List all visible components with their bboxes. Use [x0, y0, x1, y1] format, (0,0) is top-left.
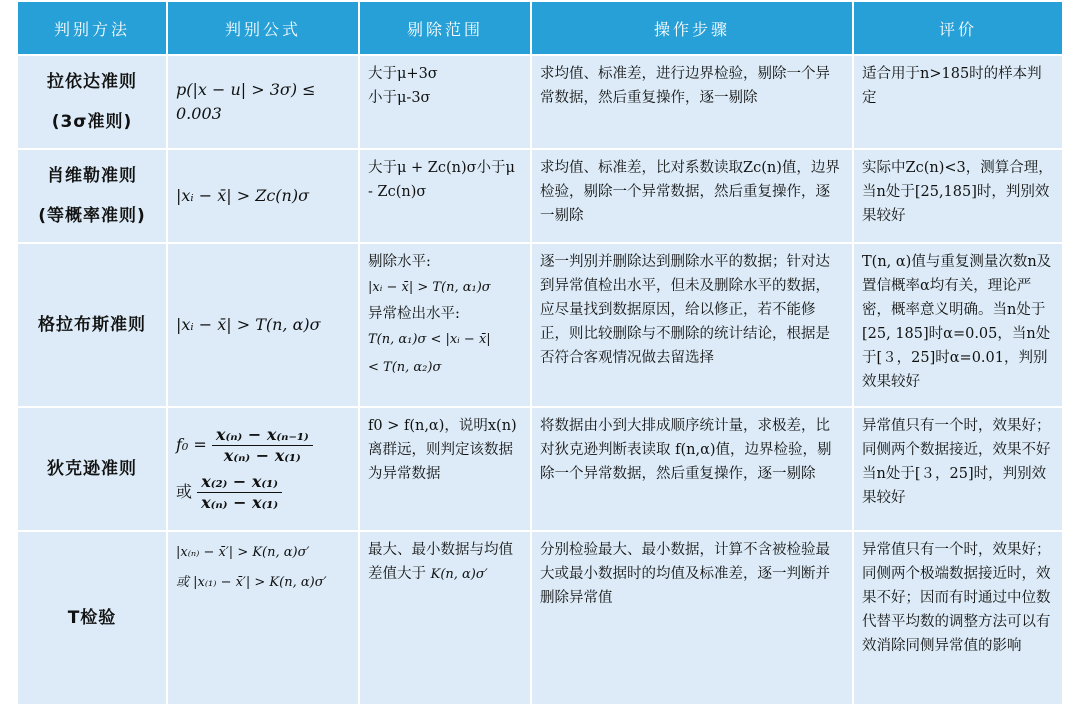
- steps-cell: [532, 150, 852, 242]
- formula: |xᵢ − x̄| > Zc(n)σ: [176, 186, 309, 205]
- steps-text: 分别检验最大、最小数据，计算不含被检验最大或最小数据时的均值及标准差，逐一判断并删除异常值: [540, 542, 830, 606]
- evaluation-cell: [854, 532, 1062, 704]
- header-formula: 判别公式: [168, 2, 358, 54]
- formula-ratio-1: [176, 425, 350, 466]
- formula-or: 或: [176, 482, 193, 501]
- method-name: 格拉布斯准则: [38, 315, 146, 335]
- range-text: 大于μ + Zc(n)σ小于μ - Zc(n)σ: [368, 160, 515, 200]
- evaluation-cell: [854, 408, 1062, 530]
- evaluation-cell: [854, 244, 1062, 406]
- steps-text: 将数据由小到大排成顺序统计量，求极差，比对狄克逊判断表读取 f(n,α)值，边界检验，剔除一个异常数据，然后重复操作，逐一剔除: [540, 418, 832, 482]
- evaluation-text: 异常值只有一个时，效果好；同侧两个数据接近，效果不好 当n处于[３，25]时，判别效果较好: [862, 418, 1051, 506]
- evaluation-cell: [854, 150, 1062, 242]
- range-cell: [360, 408, 530, 530]
- formula: |xᵢ − x̄| > T(n, α)σ: [176, 315, 321, 334]
- formula: p(|x − u| > 3σ) ≤ 0.003: [176, 80, 316, 123]
- formula-ratio-2: [176, 472, 350, 513]
- steps-cell: [532, 56, 852, 148]
- range-label-removal: 剔除水平:: [368, 254, 431, 270]
- formula-cell: [168, 150, 358, 242]
- steps-cell: [532, 532, 852, 704]
- table-row: [18, 408, 1062, 530]
- numerator: x₍ₙ₎ − x₍ₙ₋₁₎: [212, 425, 313, 446]
- method-cell: [18, 244, 166, 406]
- table-row: [18, 244, 1062, 406]
- steps-text: 求均值、标准差，比对系数读取Zc(n)值，边界检验，剔除一个异常数据，然后重复操作，逐一剔除: [540, 160, 840, 224]
- evaluation-cell: [854, 56, 1062, 148]
- formula-min: 或 |x₍₁₎ − x̄′| > K(n, α)σ′: [176, 575, 327, 590]
- range-formula-detection-upper: < T(n, α₂)σ: [368, 360, 442, 375]
- range-formula-removal: |xᵢ − x̄| > T(n, α₁)σ: [368, 280, 491, 295]
- evaluation-text: T(n, α)值与重复测量次数n及置信概率α均有关，理论严密，概率意义明确。当n处于[25, 185]时α=0.05，当n处于[３，25]时α=0.01，判别效果较好: [862, 254, 1052, 390]
- evaluation-text: 异常值只有一个时，效果好；同侧两个极端数据接近时，效果不好；因而有时通过中位数代替平均数的调整方法可以有效消除同侧异常值的影响: [862, 542, 1051, 654]
- formula-max: |x₍ₙ₎ − x̄′| > K(n, α)σ′: [176, 545, 310, 560]
- range-text: 大于μ+3σ 小于μ-3σ: [368, 66, 438, 106]
- numerator: x₍₂₎ − x₍₁₎: [197, 472, 282, 493]
- table-row: [18, 150, 1062, 242]
- denominator: x₍ₙ₎ − x₍₁₎: [223, 446, 301, 465]
- header-method: 判别方法: [18, 2, 166, 54]
- method-cell: [18, 408, 166, 530]
- range-cell: [360, 56, 530, 148]
- method-alias: (3σ准则): [51, 112, 133, 132]
- formula-cell: [168, 244, 358, 406]
- header-range: 剔除范围: [360, 2, 530, 54]
- table-row: [18, 56, 1062, 148]
- method-name: 拉依达准则: [47, 72, 137, 92]
- method-name: 狄克逊准则: [47, 459, 137, 479]
- method-cell: [18, 56, 166, 148]
- steps-text: 求均值、标准差，进行边界检验，剔除一个异常数据，然后重复操作，逐一剔除: [540, 66, 830, 106]
- formula-f0: f₀ =: [176, 435, 207, 454]
- table-row: [18, 532, 1062, 704]
- range-text: 最大、最小数据与均值差值大于: [368, 542, 513, 582]
- range-cell: [360, 244, 530, 406]
- method-alias: (等概率准则): [38, 206, 146, 226]
- method-cell: [18, 150, 166, 242]
- fraction: [212, 425, 313, 466]
- method-name: T检验: [67, 608, 117, 628]
- range-cell: [360, 532, 530, 704]
- range-label-detection: 异常检出水平:: [368, 306, 460, 322]
- range-text: f0 > f(n,α)，说明x(n)离群远，则判定该数据为异常数据: [368, 418, 517, 482]
- method-cell: [18, 532, 166, 704]
- method-name: 肖维勒准则: [47, 166, 137, 186]
- evaluation-text: 实际中Zc(n)<3，测算合理，当n处于[25,185]时，判别效果较好: [862, 160, 1053, 224]
- formula-cell: [168, 532, 358, 704]
- header-row: [18, 2, 1062, 54]
- outlier-criteria-table-sheet: [16, 0, 1064, 694]
- formula-cell: [168, 56, 358, 148]
- evaluation-text: 适合用于n>185时的样本判定: [862, 66, 1042, 106]
- header-steps: 操作步骤: [532, 2, 852, 54]
- outlier-criteria-table: [16, 0, 1064, 706]
- steps-cell: [532, 408, 852, 530]
- header-evaluation: 评价: [854, 2, 1062, 54]
- range-formula: K(n, α)σ′: [430, 567, 488, 582]
- range-cell: [360, 150, 530, 242]
- range-formula-detection: T(n, α₁)σ < |xᵢ − x̄|: [368, 332, 491, 347]
- denominator: x₍ₙ₎ − x₍₁₎: [201, 493, 279, 512]
- steps-text: 逐一判别并删除达到删除水平的数据；针对达到异常值检出水平，但未及删除水平的数据，应尽量找到数据原因，给以修正，若不能修正，则比较删除与不删除的统计结论，根据是否符合客观情况做去留选择: [540, 254, 830, 366]
- steps-cell: [532, 244, 852, 406]
- fraction: [197, 472, 282, 513]
- formula-cell: [168, 408, 358, 530]
